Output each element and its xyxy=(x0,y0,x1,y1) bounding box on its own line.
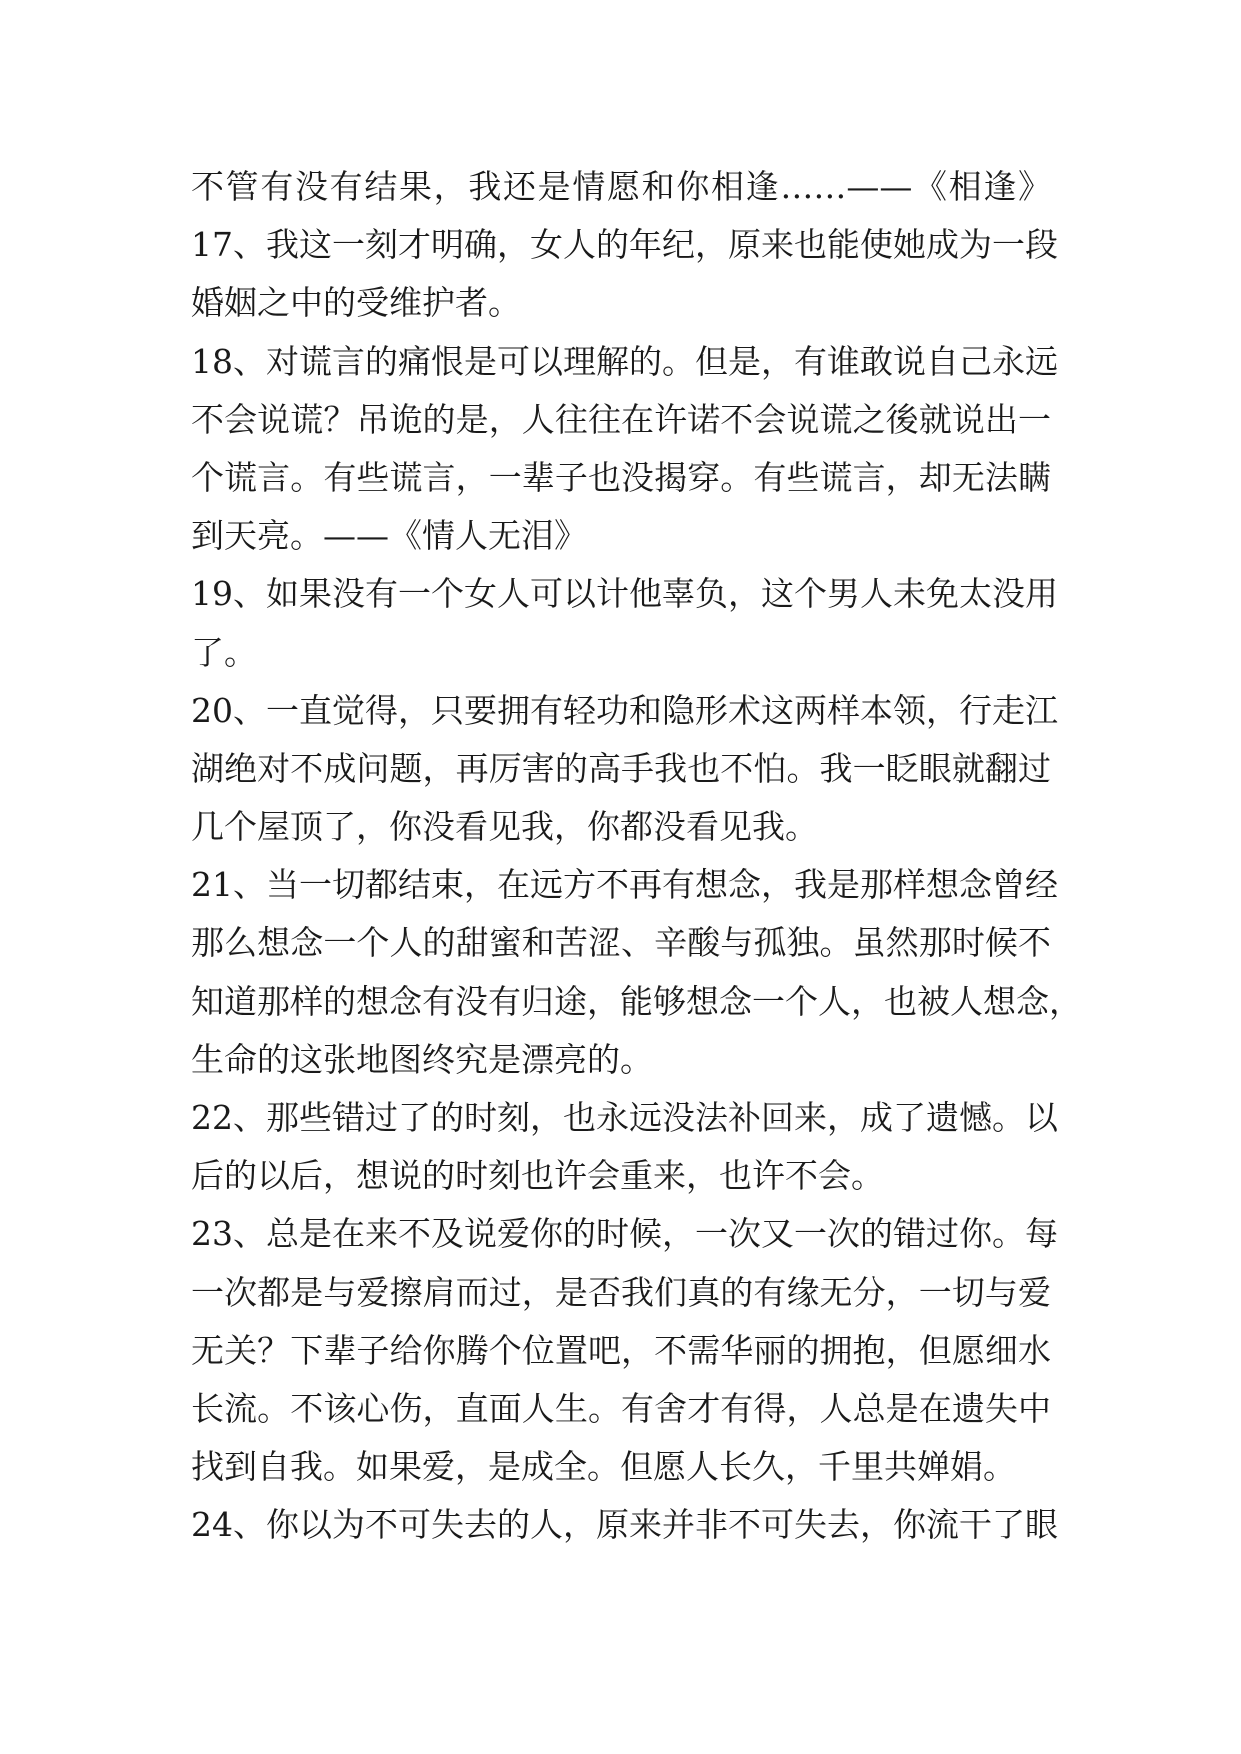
text-line: 18、对谎言的痛恨是可以理解的。但是，有谁敢说自己永远 xyxy=(191,341,1058,381)
text-line: 知道那样的想念有没有归途，能够想念一个人，也被人想念， xyxy=(191,981,1082,1021)
text-line: 婚姻之中的受维护者。 xyxy=(191,283,521,323)
text-line: 湖绝对不成问题，再厉害的高手我也不怕。我一眨眼就翻过 xyxy=(191,748,1051,788)
text-line: 22、那些错过了的时刻，也永远没法补回来，成了遗憾。以 xyxy=(191,1098,1058,1137)
text-line: 长流。不该心伤，直面人生。有舍才有得，人总是在遗失中 xyxy=(191,1388,1051,1428)
text-line: 到天亮。——《情人无泪》 xyxy=(191,516,587,556)
text-line: 一次都是与爱擦肩而过，是否我们真的有缘无分，一切与爱 xyxy=(191,1272,1051,1312)
text-line: 几个屋顶了，你没看见我，你都没看见我。 xyxy=(191,807,818,847)
text-line: 找到自我。如果爱，是成全。但愿人长久，千里共婵娟。 xyxy=(191,1447,1016,1487)
document-body xyxy=(191,158,1082,1555)
text-line: 不会说谎？吊诡的是，人往往在许诺不会说谎之後就说出一 xyxy=(191,399,1051,439)
text-line: 19、如果没有一个女人可以计他辜负，这个男人未免太没用 xyxy=(191,574,1058,614)
text-line: 了。 xyxy=(191,632,257,672)
text-line: 那么想念一个人的甜蜜和苦涩、辛酸与孤独。虽然那时候不 xyxy=(191,923,1051,963)
text-line: 后的以后，想说的时刻也许会重来，也许不会。 xyxy=(191,1156,884,1196)
text-line: 无关？下辈子给你腾个位置吧，不需华丽的拥抱，但愿细水 xyxy=(191,1330,1051,1370)
text-line: 不管有没有结果，我还是情愿和你相逢……——《相逢》 xyxy=(191,167,1051,206)
text-line: 生命的这张地图终究是漂亮的。 xyxy=(191,1039,653,1079)
text-line: 24、你以为不可失去的人，原来并非不可失去，你流干了眼 xyxy=(191,1505,1058,1545)
text-line: 20、一直觉得，只要拥有轻功和隐形术这两样本领，行走江 xyxy=(191,690,1058,730)
text-line: 个谎言。有些谎言，一辈子也没揭穿。有些谎言，却无法瞒 xyxy=(191,457,1051,497)
text-line: 21、当一切都结束，在远方不再有想念，我是那样想念曾经 xyxy=(191,865,1058,905)
text-line: 23、总是在来不及说爱你的时候，一次又一次的错过你。每 xyxy=(191,1214,1058,1254)
text-line: 17、我这一刻才明确，女人的年纪，原来也能使她成为一段 xyxy=(191,225,1058,265)
